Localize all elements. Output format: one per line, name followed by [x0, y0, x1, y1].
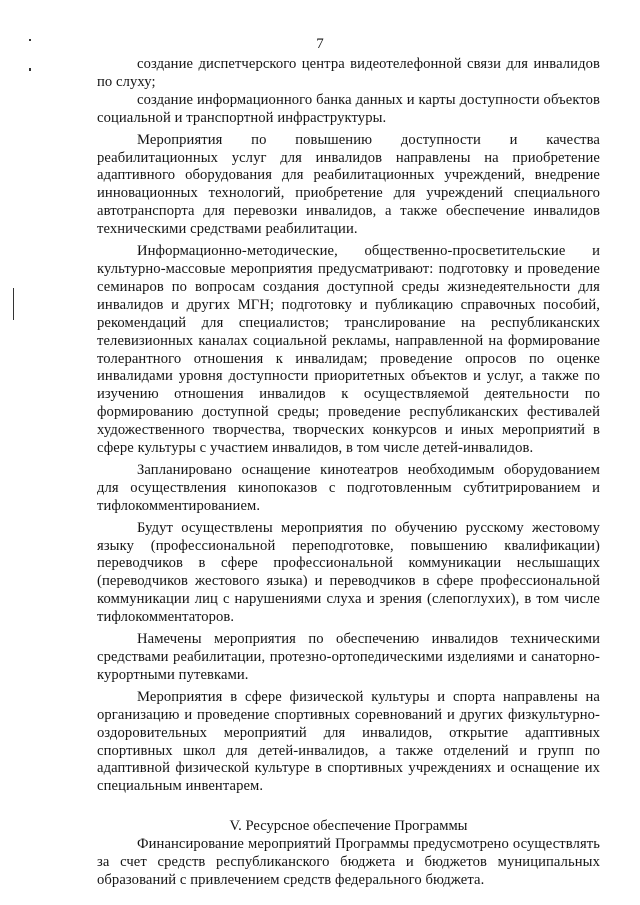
- document-body: [97, 56, 600, 890]
- paragraph-dispatch-center: создание диспетчерского центра видеотелефонной связи для инвалидов по слуху;: [97, 56, 600, 90]
- paragraph-technical-means: Намечены мероприятия по обеспечению инвалидов техническими средствами реабилитации, протезно-ортопедическими изделиями и санаторно-курортными путевками.: [97, 631, 600, 683]
- section-heading: V. Ресурсное обеспечение Программы: [229, 818, 468, 835]
- paragraph-cinema-equipment: Запланировано оснащение кинотеатров необходимым оборудованием для осуществления кинопоказов с подготовленным субтитрированием и тифлокомментированием.: [97, 461, 600, 514]
- paragraph-rehabilitation-services: Мероприятия по повышению доступности и качества реабилитационных услуг для инвалидов направлены на приобретение адаптивного оборудования для реабилитационных учреждений, внедрение инновационных технологий, приобретение для учреждений специального автотранспорта для перевозки инвалидов, а также обеспечение инвалидов техническими средствами реабилитации.: [97, 131, 600, 238]
- paragraph-sign-language-training: Будут осуществлены мероприятия по обучению русскому жестовому языку (профессиональной переподготовке, повышению квалификации) переводчиков в сфере профессиональной коммуникации неслышащих (переводчиков жестового языка) и переводчиков в сфере профессиональной коммуникации лиц с нарушениями слуха и зрения (слепоглухих), в том числе тифлокомментаторов.: [97, 519, 600, 626]
- paragraph-information-bank: создание информационного банка данных и карты доступности объектов социальной и транспортной инфраструктуры.: [97, 91, 600, 126]
- paragraph-physical-culture: Мероприятия в сфере физической культуры и спорта направлены на организацию и проведение спортивных соревнований и других физкультурно-оздоровительных мероприятий для инвалидов, открытие адаптивных спортивных школ для детей-инвалидов, а также отделений и групп по адаптивной физической культуре в спортивных учреждениях и оснащение их специальным инвентарем.: [97, 688, 600, 795]
- scan-artifact-dot: [29, 68, 31, 71]
- paragraph-financing: Финансирование мероприятий Программы предусмотрено осуществлять за счет средств республиканского бюджета и бюджетов муниципальных образований с привлечением средств федерального бюджета.: [97, 836, 600, 888]
- paragraph-information-events: Информационно-методические, общественно-просветительские и культурно-массовые мероприятия предусматривают: подготовку и проведение семинаров по вопросам создания доступной среды жизнедеятельности для инвалидов и других МГН; подготовку и публикацию справочных пособий, рекомендаций для специалистов; транслирование на республиканских телевизионных каналах социальной рекламы, направленной на формирование толерантного отношения к инвалидам; проведение опросов по оценке инвалидами уровня доступности приоритетных объектов и услуг, а также по изучению отношения инвалидов к осуществляемой деятельности по формированию доступной среды; проведение республиканских фестивалей художественного творчества, творческих конкурсов и иных мероприятий в сфере культуры с участием инвалидов, в том числе детей-инвалидов.: [97, 243, 600, 457]
- page-number: 7: [316, 36, 324, 52]
- scan-artifact-line: [13, 288, 14, 320]
